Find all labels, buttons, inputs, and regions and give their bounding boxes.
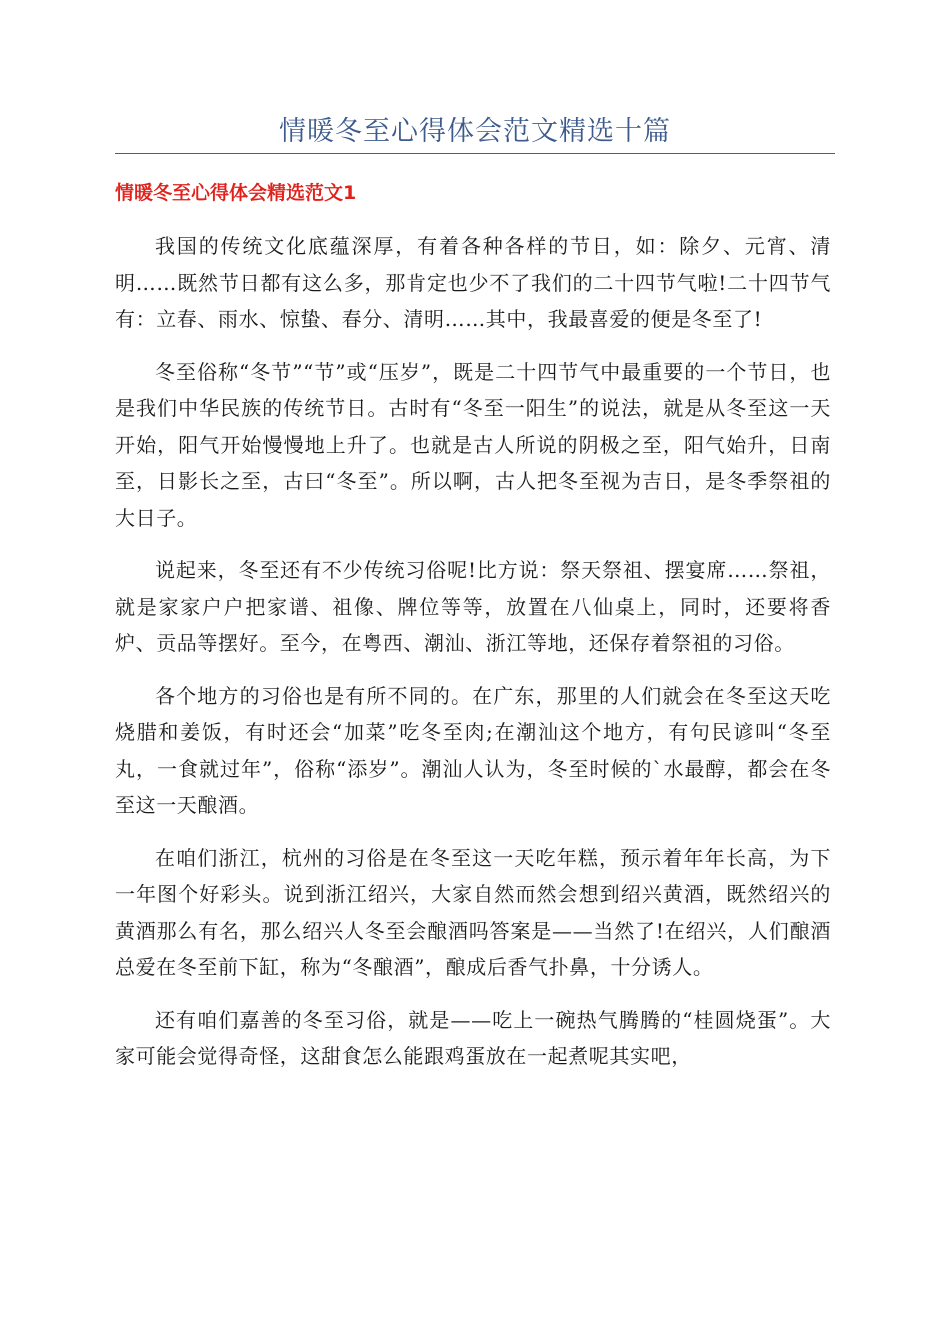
body-text <box>115 228 831 1091</box>
paragraph: 我国的传统文化底蕴深厚，有着各种各样的节日，如：除夕、元宵、清明……既然节日都有这么多，那肯定也少不了我们的二十四节气啦!二十四节气有：立春、雨水、惊蛰、春分、清明……其中，我最喜爱的便是冬至了! <box>115 234 831 331</box>
paragraph: 冬至俗称“冬节”“节”或“压岁”，既是二十四节气中最重要的一个节日，也是我们中华民族的传统节日。古时有“冬至一阳生”的说法，就是从冬至这一天开始，阳气开始慢慢地上升了。也就是古人所说的阴极之至，阳气始升，日南至，日影长之至，古曰“冬至”。所以啊，古人把冬至视为吉日，是冬季祭祖的大日子。 <box>115 359 831 530</box>
paragraph: 还有咱们嘉善的冬至习俗，就是——吃上一碗热气腾腾的“桂圆烧蛋”。大家可能会觉得奇怪，这甜食怎么能跟鸡蛋放在一起煮呢其实吧， <box>115 1007 831 1068</box>
document-title: 情暖冬至心得体会范文精选十篇 <box>279 116 671 147</box>
section-heading: 情暖冬至心得体会精选范文1 <box>115 182 357 204</box>
paragraph: 在咱们浙江，杭州的习俗是在冬至这一天吃年糕，预示着年年长高，为下一年图个好彩头。说到浙江绍兴，大家自然而然会想到绍兴黄酒，既然绍兴的黄酒那么有名，那么绍兴人冬至会酿酒吗答案是——当然了!在绍兴，人们酿酒总爱在冬至前下缸，称为“冬酿酒”，酿成后香气扑鼻，十分诱人。 <box>115 845 831 979</box>
title-divider <box>115 153 835 154</box>
paragraph: 说起来，冬至还有不少传统习俗呢!比方说：祭天祭祖、摆宴席……祭祖，就是家家户户把家谱、祖像、牌位等等，放置在八仙桌上，同时，还要将香炉、贡品等摆好。至今，在粤西、潮汕、浙江等地，还保存着祭祖的习俗。 <box>115 558 831 655</box>
paragraph: 各个地方的习俗也是有所不同的。在广东，那里的人们就会在冬至这天吃烧腊和姜饭，有时还会“加菜”吃冬至肉;在潮汕这个地方，有句民谚叫“冬至丸，一食就过年”，俗称“添岁”。潮汕人认为，冬至时候的`水最醇，都会在冬至这一天酿酒。 <box>115 683 831 817</box>
